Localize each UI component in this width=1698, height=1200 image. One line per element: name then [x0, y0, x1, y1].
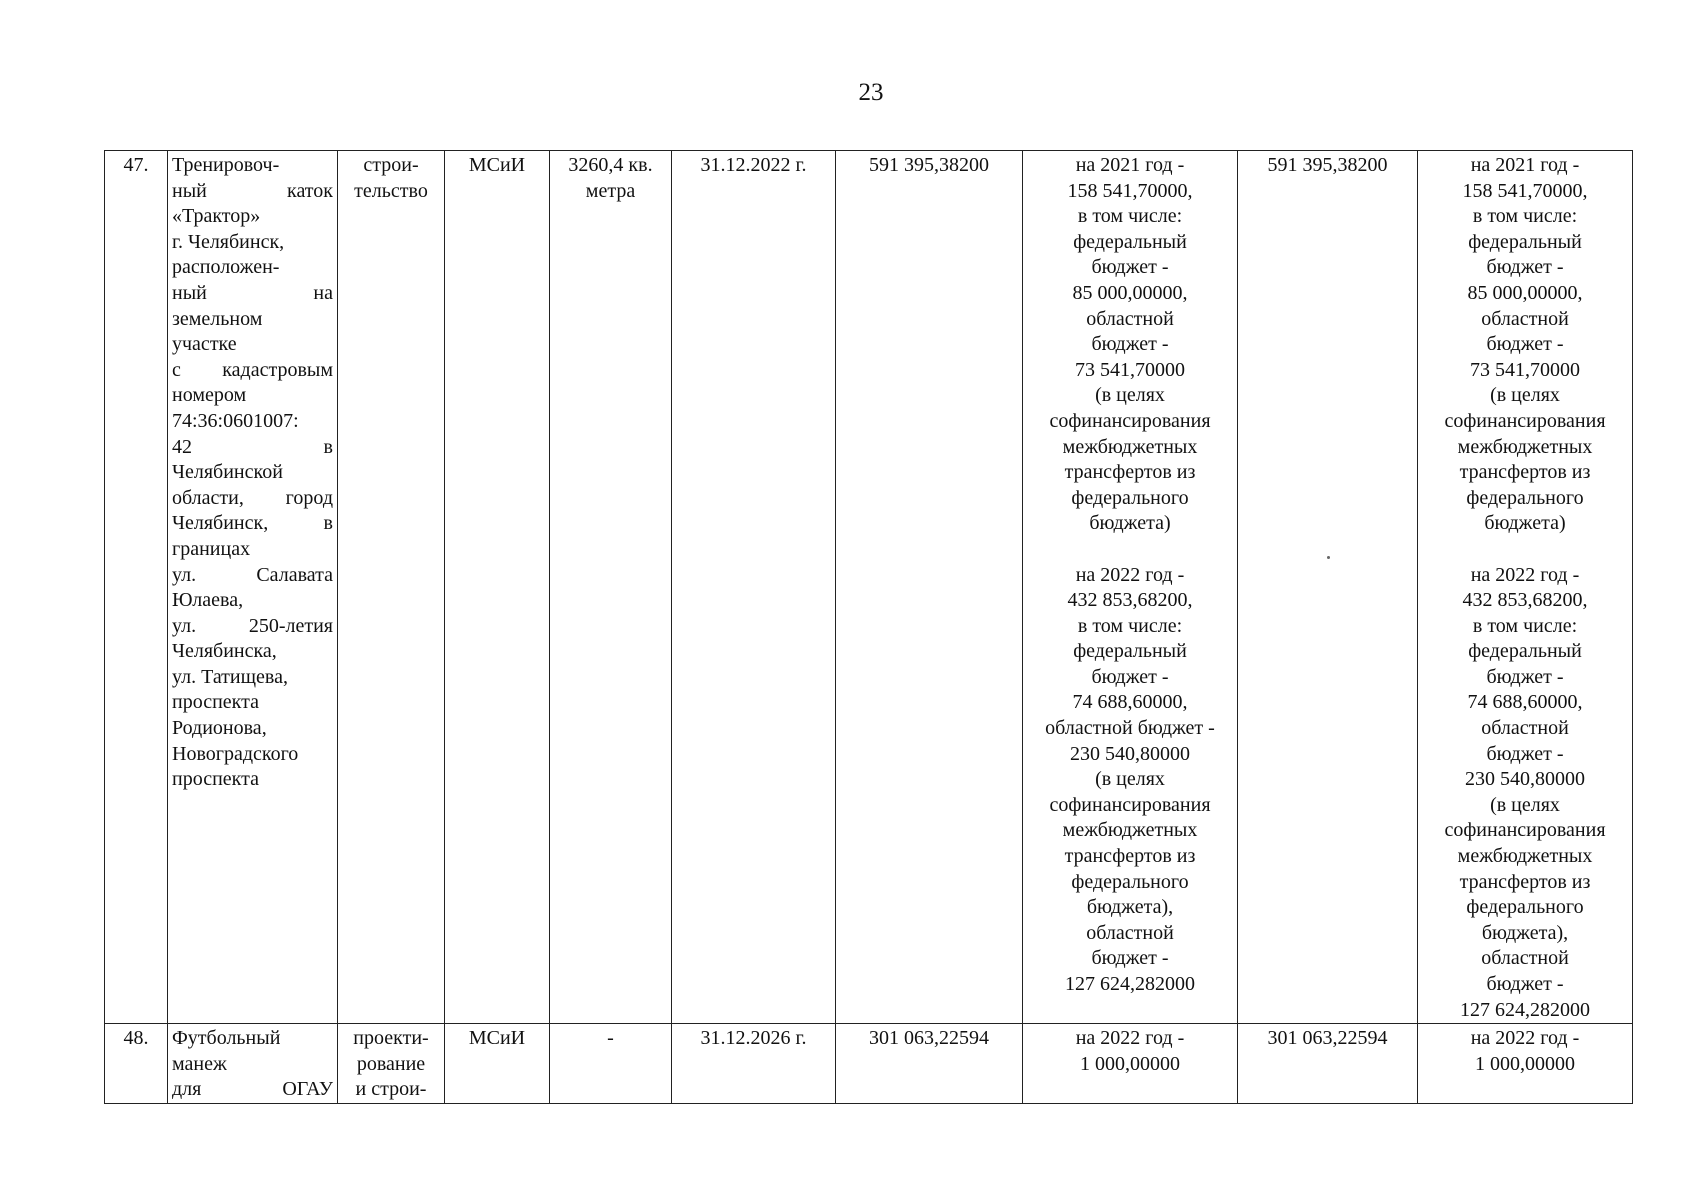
cell-line: области, город — [172, 486, 333, 509]
cell-line: 73 541,70000 — [1075, 358, 1185, 381]
cell-line: 230 540,80000 — [1465, 768, 1585, 791]
cell-line: для ОГАУ — [172, 1078, 333, 1101]
capacity — [550, 1024, 672, 1104]
cell-line: «Трактор» — [172, 205, 261, 228]
cell-line: в том числе: — [1077, 205, 1183, 228]
cell-line: г. Челябинск, — [172, 230, 285, 253]
cell-line: трансфертов из — [1064, 461, 1196, 484]
cell-line: на 2022 год - — [1075, 563, 1185, 586]
row-number: 48. — [105, 1024, 168, 1104]
cell-line: бюджет - — [1091, 256, 1169, 279]
cell-line: бюджет - — [1486, 973, 1564, 995]
cell-line: федерального — [1071, 870, 1189, 893]
cell-line: Родионова, — [172, 717, 267, 740]
cell-line: - — [607, 1027, 614, 1050]
cell-line: федерального — [1071, 486, 1189, 509]
capacity — [550, 151, 672, 1024]
customer: МСиИ — [445, 151, 550, 1024]
cell-line: бюджет - — [1486, 333, 1564, 356]
cell-line: областной — [1481, 947, 1569, 970]
cell-line: Футбольный — [172, 1027, 281, 1050]
cell-line: манеж — [172, 1052, 227, 1075]
objects-table — [104, 150, 1633, 1104]
cell-line: 432 853,68200, — [1462, 589, 1588, 612]
cell-line: 85 000,00000, — [1467, 281, 1583, 304]
cell-line: 432 853,68200, — [1067, 589, 1193, 612]
cell-line: ул. Татищева, — [172, 665, 288, 688]
cell-line: на 2021 год - — [1075, 154, 1185, 176]
cell-line: 127 624,282000 — [1065, 973, 1195, 995]
cell-line: на 2022 год - — [1075, 1027, 1185, 1050]
cell-line: 158 541,70000, — [1067, 179, 1193, 202]
cell-line — [1027, 537, 1233, 563]
cell-line: областной бюджет - — [1045, 717, 1215, 740]
cell-line: бюджета), — [1481, 921, 1569, 944]
cell-line: бюджет - — [1091, 665, 1169, 688]
cell-line: межбюджетных — [1457, 435, 1593, 458]
cell-line: трансфертов из — [1459, 461, 1591, 484]
cell-line: проспекта — [172, 768, 259, 791]
cell-line: федеральный — [1073, 640, 1187, 663]
cell-line: ул. 250-летия — [172, 614, 333, 637]
funding-breakdown-2 — [1418, 151, 1633, 1024]
cell-line: Юлаева, — [172, 589, 244, 612]
table-row — [105, 151, 1633, 1024]
cell-line: ный каток — [172, 179, 333, 202]
cell-line: участке — [172, 333, 237, 356]
cell-line: 74:36:0601007: — [172, 409, 299, 432]
cell-line: номером — [172, 384, 247, 407]
cell-line — [1422, 537, 1628, 563]
cell-line: тельство — [354, 179, 428, 202]
cell-line: границах — [172, 537, 251, 560]
cell-line: бюджет - — [1091, 947, 1169, 970]
cell-line: в том числе: — [1472, 205, 1578, 228]
cell-line: федеральный — [1468, 230, 1582, 253]
cell-line: областной — [1086, 307, 1174, 330]
cell-line: Челябинск, в — [172, 512, 333, 535]
cell-line: (в целях — [1490, 384, 1560, 407]
cell-line: на 2021 год - — [1470, 154, 1580, 176]
work-type — [338, 1024, 445, 1104]
page-number: 23 — [858, 79, 884, 106]
total-cost-2: 301 063,22594 — [1238, 1024, 1418, 1104]
funding-breakdown — [1023, 1024, 1238, 1104]
cell-line: бюджета) — [1484, 512, 1566, 535]
cell-line: межбюджетных — [1062, 435, 1198, 458]
cell-line: (в целях — [1095, 384, 1165, 407]
cell-line: Челябинской — [172, 461, 283, 484]
cell-line: бюджет - — [1486, 256, 1564, 279]
cell-line: расположен- — [172, 256, 280, 279]
cell-line: софинансирования — [1444, 409, 1606, 432]
cell-line: федеральный — [1073, 230, 1187, 253]
funding-breakdown — [1023, 151, 1238, 1024]
cell-line: земельном — [172, 307, 263, 330]
cell-line: 74 688,60000, — [1072, 691, 1188, 714]
cell-line: на 2022 год - — [1470, 563, 1580, 586]
cell-line: областной — [1481, 307, 1569, 330]
cell-line: в том числе: — [1472, 614, 1578, 637]
cell-line: областной — [1481, 717, 1569, 740]
work-type — [338, 151, 445, 1024]
cell-line: (в целях — [1490, 793, 1560, 816]
cell-line: бюджет - — [1486, 665, 1564, 688]
row-number: 47. — [105, 151, 168, 1024]
cell-line: софинансирования — [1049, 409, 1211, 432]
cell-line: бюджет - — [1091, 333, 1169, 356]
cell-line: проспекта — [172, 691, 259, 714]
cell-line: бюджета), — [1086, 896, 1174, 919]
cell-line: федерального — [1466, 896, 1584, 919]
total-cost: 591 395,38200 — [836, 151, 1023, 1024]
cell-line: Новоградского — [172, 742, 299, 765]
cell-line: 230 540,80000 — [1070, 742, 1190, 765]
cell-line: (в целях — [1095, 768, 1165, 791]
cell-line: федерального — [1466, 486, 1584, 509]
cell-line: Тренировоч- — [172, 154, 280, 176]
completion-date: 31.12.2022 г. — [672, 151, 836, 1024]
cell-line: проекти- — [353, 1027, 429, 1050]
scan-speck — [1327, 556, 1330, 559]
cell-line: 1 000,00000 — [1080, 1052, 1180, 1075]
cell-line: 73 541,70000 — [1470, 358, 1580, 381]
cell-line: трансфертов из — [1459, 870, 1591, 893]
cell-line: бюджета) — [1089, 512, 1171, 535]
total-cost: 301 063,22594 — [836, 1024, 1023, 1104]
cell-line: метра — [585, 179, 636, 202]
cell-line: ный на — [172, 281, 333, 304]
cell-line: на 2022 год - — [1470, 1027, 1580, 1050]
object-name — [168, 151, 338, 1024]
completion-date: 31.12.2026 г. — [672, 1024, 836, 1104]
cell-line: в том числе: — [1077, 614, 1183, 637]
object-name — [168, 1024, 338, 1104]
cell-line: межбюджетных — [1062, 819, 1198, 842]
cell-line: рование — [356, 1052, 426, 1075]
cell-line: ул. Салавата — [172, 563, 333, 586]
cell-line: 85 000,00000, — [1072, 281, 1188, 304]
cell-line: Челябинска, — [172, 640, 277, 663]
cell-line: софинансирования — [1049, 793, 1211, 816]
total-cost-2: 591 395,38200 — [1238, 151, 1418, 1024]
cell-line: трансфертов из — [1064, 845, 1196, 868]
cell-line: межбюджетных — [1457, 845, 1593, 868]
cell-line: 42 в — [172, 435, 333, 458]
cell-line: бюджет - — [1486, 742, 1564, 765]
cell-line: с кадастровым — [172, 358, 333, 381]
cell-line: строи- — [363, 154, 419, 176]
cell-line: 74 688,60000, — [1467, 691, 1583, 714]
funding-breakdown-2 — [1418, 1024, 1633, 1104]
cell-line: 3260,4 кв. — [568, 154, 653, 176]
cell-line: и строи- — [355, 1078, 427, 1101]
cell-line: областной — [1086, 921, 1174, 944]
cell-line: 127 624,282000 — [1460, 998, 1590, 1021]
table-row — [105, 1024, 1633, 1104]
cell-line: софинансирования — [1444, 819, 1606, 842]
customer: МСиИ — [445, 1024, 550, 1104]
cell-line: 1 000,00000 — [1475, 1052, 1575, 1075]
cell-line: 158 541,70000, — [1462, 179, 1588, 202]
cell-line: федеральный — [1468, 640, 1582, 663]
